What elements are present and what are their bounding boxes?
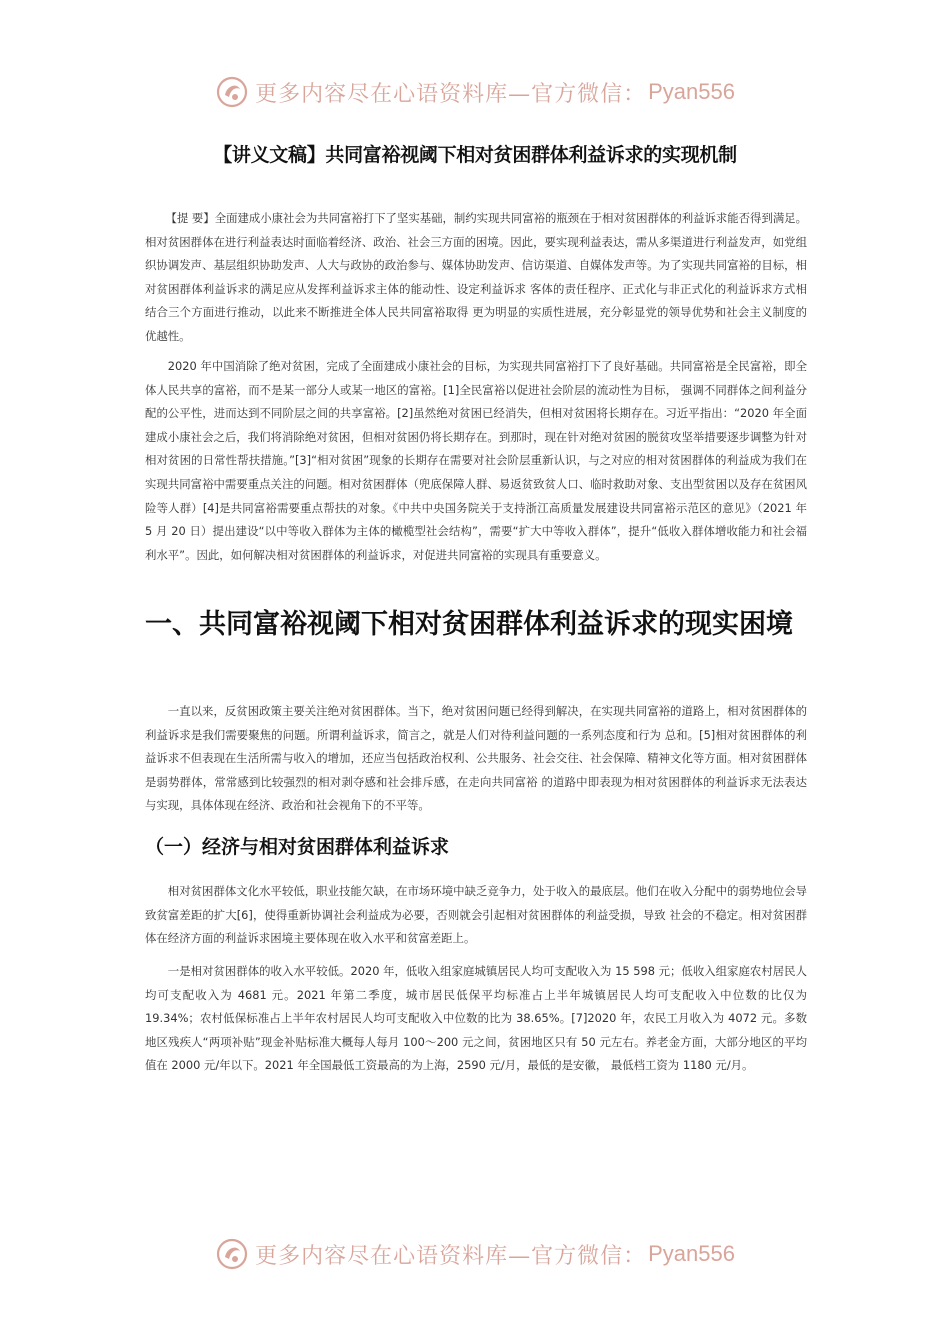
subsection-heading: （一）经济与相对贫困群体利益诉求	[145, 836, 450, 858]
watermark-wechat-id: Pyan556	[648, 1241, 735, 1266]
page-title: 【讲义文稿】共同富裕视阈下相对贫困群体利益诉求的实现机制	[213, 144, 737, 166]
section-paragraph: 一直以来，反贫困政策主要关注绝对贫困群体。当下，绝对贫困问题已经得到解决，在实现共同富裕的道路上，相对贫困群体的利益诉求是我们需要聚焦的问题。所谓利益诉求，简言之，就是人们对待利益问题的一系列态度和行为 总和。[5]相对贫困群体的利益诉求不但表现在生活所需与收入的增加，还应当包括政治权利、公共服务、社会交往、社会保障、精神文化等方面。相对贫困群体是弱势群体，常常感到比较强烈的相对剥夺感和社会排斥感，在走向共同富裕 的道路中即表现为相对贫困群体的利益诉求无法表达与实现，具体体现在经济、政治和社会视角下的不平等。	[145, 704, 807, 813]
watermark-text: 更多内容尽在心语资料库—官方微信：	[255, 1243, 647, 1269]
section-heading: 一、共同富裕视阈下相对贫困群体利益诉求的现实困境	[145, 609, 793, 640]
brand-logo-icon	[215, 1237, 249, 1271]
economic-paragraph-2: 一是相对贫困群体的收入水平较低。2020 年，低收入组家庭城镇居民人均可支配收入为 15 598 元；低收入组家庭农村居民人均可支配收入为 4681 元。2021 年第二季度，城市居民低保平均标准占上半年城镇居民人均可支配收入中位数的比仅为 19.34%；农村低保标准占上半年农村居民人均可支配收入中位数的比为 38.65%。[7]2020 年，农民工月收入为 4072 元。多数地区残疾人“两项补贴”现金补贴标准大概每人每月 100～200 元之间，贫困地区只有 50 元左右。养老金方面，大部分地区的平均值在 2000 元/年以下。2021 年全国最低工资最高的为上海，2590 元/月，最低的是安徽， 最低档工资为 1180 元/月。	[145, 964, 807, 1073]
brand-logo-icon	[215, 75, 249, 109]
watermark-text: 更多内容尽在心语资料库—官方微信：	[255, 81, 647, 107]
abstract-paragraph: 【提 要】全面建成小康社会为共同富裕打下了坚实基础，制约实现共同富裕的瓶颈在于相对贫困群体的利益诉求能否得到满足。相对贫困群体在进行利益表达时面临着经济、政治、社会三方面的困境。因此，要实现利益表达，需从多渠道进行利益发声，如党组织协调发声、基层组织协助发声、人大与政协的政治参与、媒体协助发声、信访渠道、自媒体发声等。为了实现共同富裕的目标，相对贫困群体利益诉求的满足应从发挥利益诉求主体的能动性、设定利益诉求 客体的责任程序、正式化与非正式化的利益诉求方式相结合三个方面进行推动，以此来不断推进全体人民共同富裕取得 更为明显的实质性进展，充分彰显党的领导优势和社会主义制度的优越性。	[145, 211, 808, 343]
watermark-header	[0, 70, 950, 114]
intro-paragraph: 2020 年中国消除了绝对贫困，完成了全面建成小康社会的目标，为实现共同富裕打下了良好基础。共同富裕是全民富裕，即全体人民共享的富裕，而不是某一部分人或某一地区的富裕。[1]全民富裕以促进社会阶层的流动性为目标， 强调不同群体之间利益分配的公平性，进而达到不同阶层之间的共享富裕。[2]虽然绝对贫困已经消失，但相对贫困将长期存在。习近平指出：“2020 年全面建成小康社会之后，我们将消除绝对贫困，但相对贫困仍将长期存在。到那时，现在针对绝对贫困的脱贫攻坚举措要逐步调整为针对相对贫困的日常性帮扶措施。”[3]“相对贫困”现象的长期存在需要对社会阶层重新认识，与之对应的相对贫困群体的利益成为我们在实现共同富裕中需要重点关注的问题。相对贫困群体（兜底保障人群、易返贫致贫人口、临时救助对象、支出型贫困以及存在贫困风险等人群）[4]是共同富裕需要重点帮扶的对象。《中共中央国务院关于支持浙江高质量发展建设共同富裕示范区的意见》（2021 年 5 月 20 日）提出建设“以中等收入群体为主体的橄榄型社会结构”，需要“扩大中等收入群体”，提升“低收入群体增收能力和社会福利水平”。因此，如何解决相对贫困群体的利益诉求，对促进共同富裕的实现具有重要意义。	[145, 359, 807, 562]
economic-paragraph-1: 相对贫困群体文化水平较低，职业技能欠缺，在市场环境中缺乏竞争力，处于收入的最底层。他们在收入分配中的弱势地位会导致贫富差距的扩大[6]，使得重新协调社会利益成为必要，否则就会引起相对贫困群体的利益受损，导致 社会的不稳定。相对贫困群体在经济方面的利益诉求困境主要体现在收入水平和贫富差距上。	[145, 884, 807, 946]
watermark-footer	[0, 1232, 950, 1276]
watermark-wechat-id: Pyan556	[648, 79, 735, 104]
